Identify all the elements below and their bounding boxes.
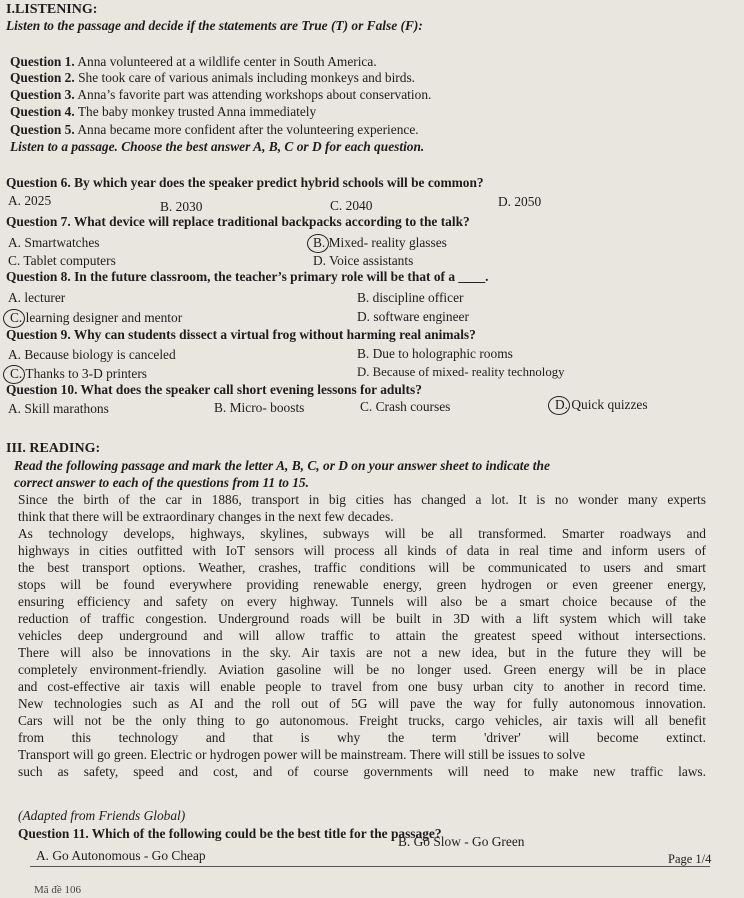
reading-instruction-line-2: correct answer to each of the questions from 11 to 15. [14, 475, 309, 490]
q9-option-b: B. Due to holographic rooms [357, 346, 513, 361]
section-listening-heading: I.LISTENING: [6, 2, 98, 17]
passage-line: New technologies such as AI and the roll out of 5G will pave the way for fully autonomous innovation. [18, 696, 706, 711]
q7-option-c: C. Tablet computers [8, 253, 116, 268]
passage-line: vehicles deep underground and will allow traffic to attain the greatest speed without intersections. [18, 628, 706, 643]
q6-option-b: B. 2030 [160, 199, 203, 214]
passage-line: completely environment-friendly. Aviation gasoline will be no longer used. Green energy will be in place [18, 662, 706, 677]
question-9: Question 9. Why can students dissect a virtual frog without harming real animals? [6, 327, 476, 342]
question-8: Question 8. In the future classroom, the teacher’s primary role will be that of a ____. [6, 269, 489, 284]
answer-circle-mark [3, 309, 25, 328]
q7-option-d: D. Voice assistants [313, 253, 414, 268]
answer-circle-mark [548, 396, 570, 415]
passage-line: highways in cities outfitted with IoT sensors will process all kinds of data in real time and inform users of [18, 543, 706, 558]
q9-option-a: A. Because biology is canceled [8, 347, 176, 362]
q9-option-d: D. Because of mixed- reality technology [357, 365, 565, 379]
reading-instruction-line-1: Read the following passage and mark the letter A, B, C, or D on your answer sheet to indicate the [14, 458, 550, 473]
passage-line: As technology develops, highways, skylines, subways will be all transformed. Smarter roadways and [18, 526, 706, 541]
q11-option-b: B. Go Slow - Go Green [398, 834, 525, 849]
passage-line: reduction of traffic congestion. Underground roads will be built in 3D with a lift system which will take [18, 611, 706, 626]
question-7: Question 7. What device will replace traditional backpacks according to the talk? [6, 214, 470, 229]
question-2: Question 2. She took care of various animals including monkeys and birds. [10, 70, 416, 85]
passage-line: Transport will go green. Electric or hydrogen power will be mainstream. There will still be issues to solve [18, 747, 586, 762]
q7-option-a: A. Smartwatches [8, 235, 100, 250]
passage-line: the best transport options. Weather, crashes, traffic conditions will be communicated to users and smart [18, 560, 706, 575]
passage-line: such as safety, speed and cost, and of course governments will need to make new traffic laws. [18, 764, 706, 779]
passage-source: (Adapted from Friends Global) [18, 808, 186, 823]
q6-option-d: D. 2050 [498, 194, 542, 209]
question-1: Question 1. Anna volunteered at a wildlife center in South America. [10, 54, 377, 69]
q6-option-a: A. 2025 [8, 193, 52, 208]
listening-mc-instruction: Listen to a passage. Choose the best answer A, B, C or D for each question. [10, 139, 425, 154]
question-5: Question 5. Anna became more confident after the volunteering experience. [10, 122, 419, 137]
listening-tf-instruction: Listen to the passage and decide if the statements are True (T) or False (F): [6, 18, 423, 33]
footer-code: Mã đề 106 [34, 884, 82, 896]
section-reading-heading: III. READING: [6, 441, 101, 456]
passage-line: and cost-effective air taxis will enable people to travel from one busy urban city to another in record time. [18, 679, 706, 694]
question-11: Question 11. Which of the following could be the best title for the passage? [18, 826, 442, 841]
q11-option-a: A. Go Autonomous - Go Cheap [36, 848, 206, 863]
passage-line: Since the birth of the car in 1886, transport in big cities has changed a lot. It is no wonder many experts [18, 492, 706, 507]
q10-option-b: B. Micro- boosts [214, 400, 305, 415]
question-6: Question 6. By which year does the speaker predict hybrid schools will be common? [6, 175, 484, 190]
q8-option-a: A. lecturer [8, 290, 66, 305]
passage-line: stops will be found everywhere providing renewable energy, green hydrogen or even greener energy, [18, 577, 706, 592]
q10-option-a: A. Skill marathons [8, 401, 109, 416]
q6-option-c: C. 2040 [330, 198, 373, 213]
q8-option-c: C. learning designer and mentor [10, 310, 183, 325]
passage-line: Cars will not be the only thing to go autonomous. Freight trucks, cargo vehicles, air taxis will all benefit [18, 713, 706, 728]
q9-option-c: C. Thanks to 3-D printers [10, 366, 147, 381]
passage-line: from this technology and that is why the term 'driver' will become extinct. [18, 730, 706, 745]
passage-line: think that there will be extraordinary changes in the next few decades. [18, 509, 394, 524]
passage-line: ensuring efficiency and safety on every highway. Tunnels will also be a smart choice because of the [18, 594, 706, 609]
question-4: Question 4. The baby monkey trusted Anna immediately [10, 104, 317, 119]
footer-divider [30, 866, 710, 867]
question-10: Question 10. What does the speaker call short evening lessons for adults? [6, 382, 422, 397]
q7-option-b: B. Mixed- reality glasses [313, 235, 447, 250]
q10-option-c: C. Crash courses [360, 399, 451, 414]
q8-option-d: D. software engineer [357, 309, 469, 324]
q8-option-b: B. discipline officer [357, 290, 464, 305]
passage-line: There will also be innovations in the sky. Air taxis are not a new idea, but in the future they will be [18, 645, 706, 660]
answer-circle-mark [307, 234, 329, 253]
question-3: Question 3. Anna’s favorite part was attending workshops about conservation. [10, 87, 432, 102]
page-number: Page 1/4 [668, 852, 712, 866]
q10-option-d: D. Quick quizzes [555, 397, 648, 412]
